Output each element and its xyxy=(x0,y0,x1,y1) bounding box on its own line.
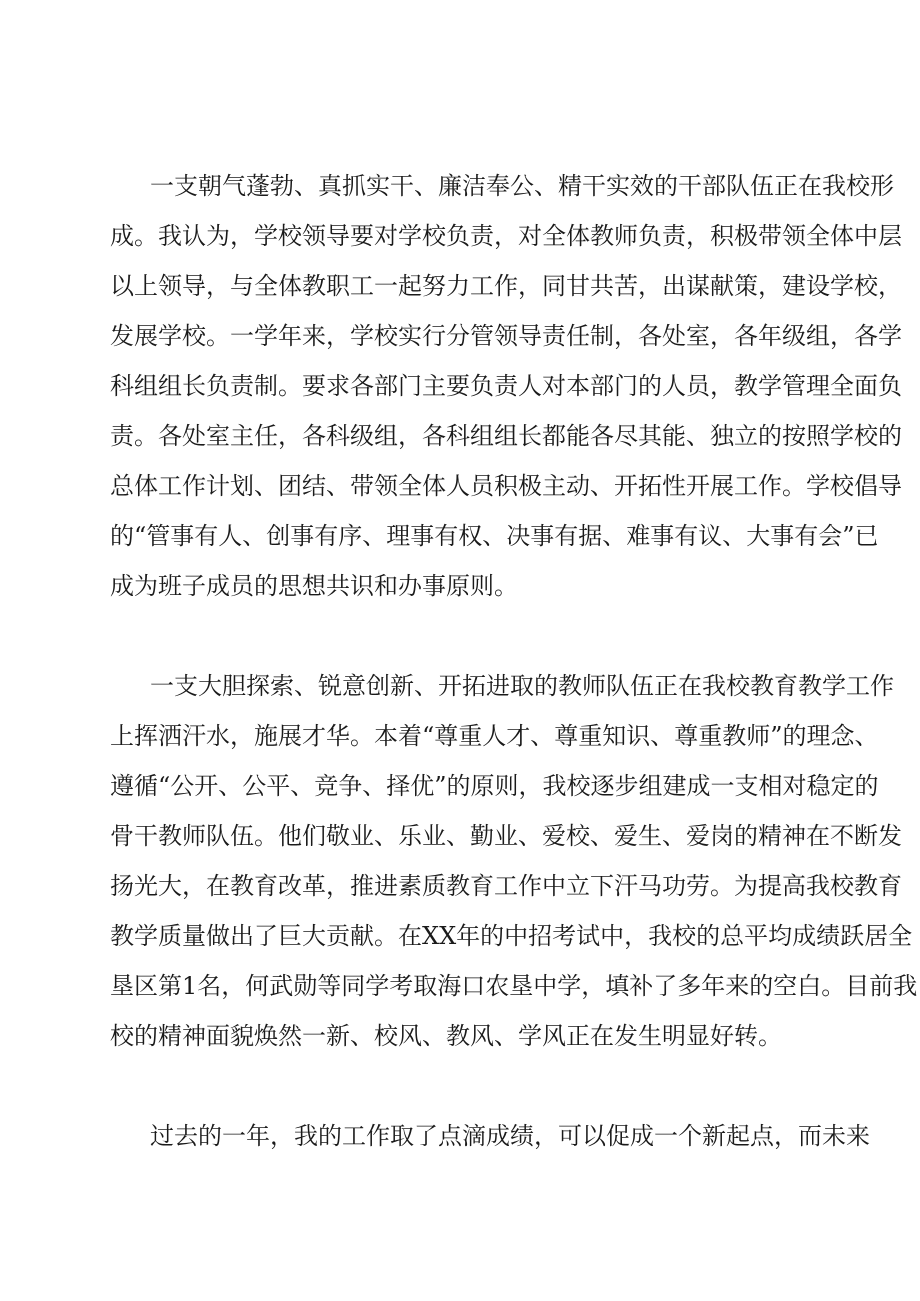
text-line: 校的精神面貌焕然一新、校风、教风、学风正在发生明显好转。 xyxy=(110,1022,782,1050)
text-line: 扬光大，在教育改革，推进素质教育工作中立下汗马功劳。为提高我校教育 xyxy=(110,872,902,900)
text-line: 过去的一年，我的工作取了点滴成绩，可以促成一个新起点，而未来 xyxy=(150,1122,870,1150)
text-line: 发展学校。一学年来，学校实行分管领导责任制，各处室，各年级组，各学 xyxy=(110,322,902,350)
text-line: 一支大胆探索、锐意创新、开拓进取的教师队伍正在我校教育教学工作 xyxy=(150,672,894,700)
text-line: 垦区第1名，何武勋等同学考取海口农垦中学，填补了多年来的空白。目前我 xyxy=(110,972,918,1000)
text-line: 科组组长负责制。要求各部门主要负责人对本部门的人员，教学管理全面负 xyxy=(110,372,902,400)
text-line: 骨干教师队伍。他们敬业、乐业、勤业、爱校、爱生、爱岗的精神在不断发 xyxy=(110,822,902,850)
text-line: 总体工作计划、团结、带领全体人员积极主动、开拓性开展工作。学校倡导 xyxy=(110,472,902,500)
text-line: 责。各处室主任，各科级组，各科组组长都能各尽其能、独立的按照学校的 xyxy=(110,422,902,450)
text-line: 一支朝气蓬勃、真抓实干、廉洁奉公、精干实效的干部队伍正在我校形 xyxy=(150,172,894,200)
text-line: 成。我认为，学校领导要对学校负责，对全体教师负责，积极带领全体中层 xyxy=(110,222,902,250)
text-line: 上挥洒汗水，施展才华。本着“尊重人才、尊重知识、尊重教师”的理念、 xyxy=(110,722,879,750)
text-line: 成为班子成员的思想共识和办事原则。 xyxy=(110,572,518,600)
text-line: 教学质量做出了巨大贡献。在XX年的中招考试中，我校的总平均成绩跃居全 xyxy=(110,922,913,950)
text-line: 遵循“公开、公平、竞争、择优”的原则，我校逐步组建成一支相对稳定的 xyxy=(110,772,879,800)
text-line: 的“管事有人、创事有序、理事有权、决事有据、难事有议、大事有会”已 xyxy=(110,522,879,550)
text-line: 以上领导，与全体教职工一起努力工作，同甘共苦，出谋献策，建设学校， xyxy=(110,272,902,300)
